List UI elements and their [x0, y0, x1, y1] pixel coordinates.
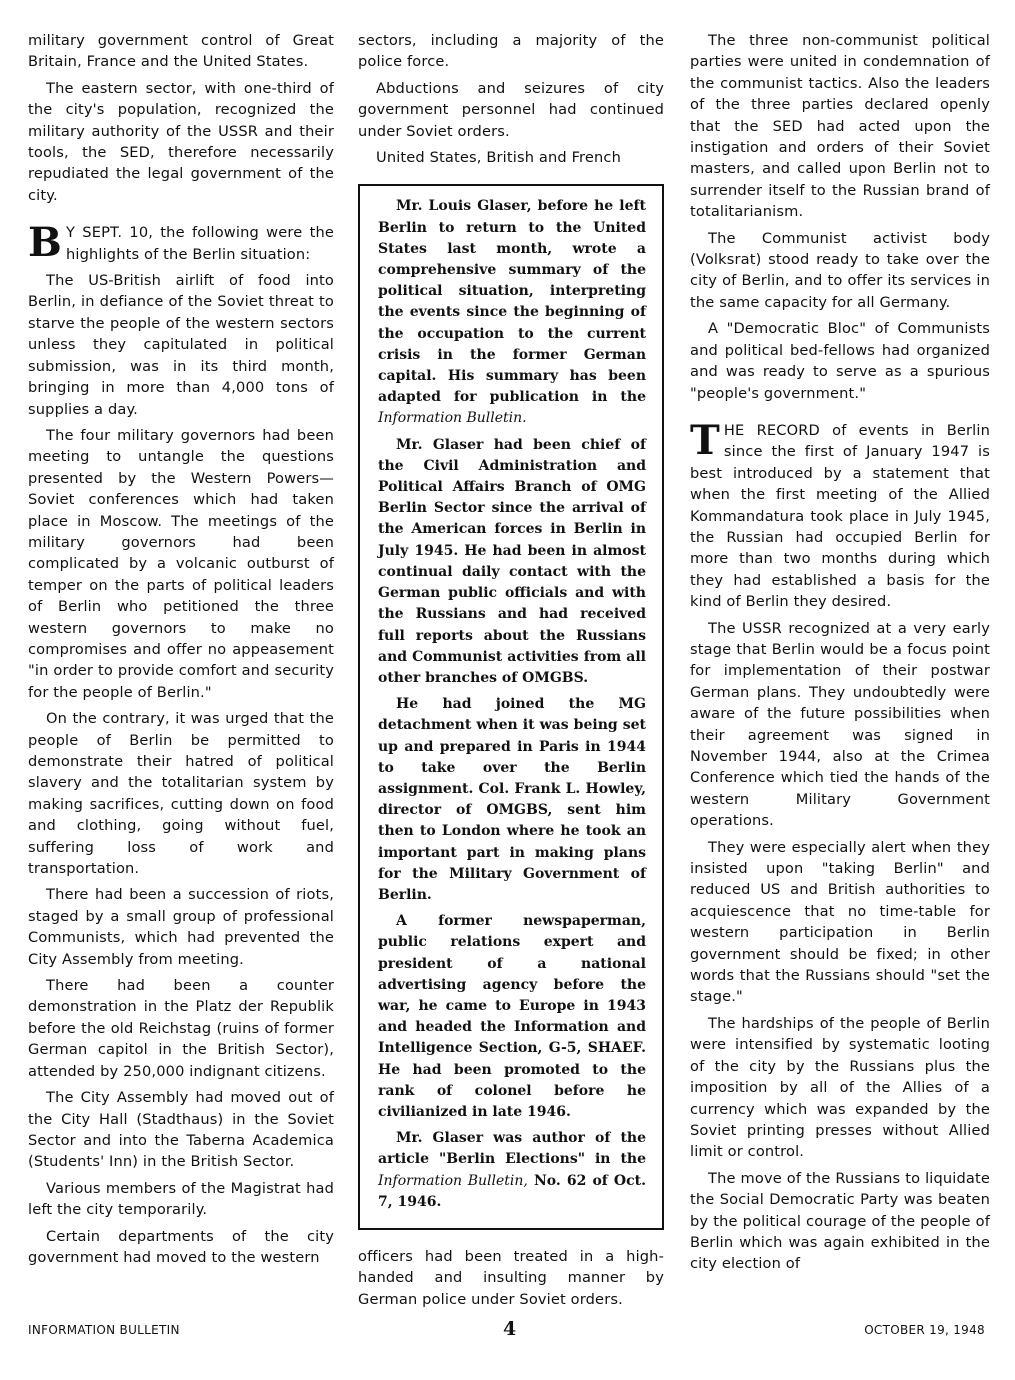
paragraph: The Communist activist body (Volksrat) stood ready to take over the city of Berlin, and to offer its services in the same capacity for all Germany. — [690, 229, 990, 311]
paragraph: The USSR recognized at a very early stage that Berlin would be a focus point for implementation of their postwar German plans. They undoubtedly were aware of the future possibilities when their agreement was signed in November 1944, also at the Crimea Conference which tied the hands of the western Military Government operations. — [690, 619, 990, 830]
paragraph-text: HE RECORD of events in Berlin since the first of January 1947 is best introduced by a statement that when the first meeting of the Allied Kommandatura took place in July 1945, the Russian had occupied Berlin for more than two months during which they had established a basis for the kind of Berlin they desired. — [690, 421, 990, 611]
paragraph: There had been a counter demonstration in the Platz der Republik before the old Reichstag (ruins of former German capitol in the British Sector), attended by 250,000 indignant citizens. — [28, 977, 334, 1080]
section-opening-paragraph — [690, 416, 990, 613]
paragraph: The three non-communist political parties were united in condemnation of the communist tactics. Also the leaders of the three parties declared openly that the SED had acted upon the instigation and orders of their Soviet masters, and called upon Berlin not to surrender itself to the Russian brand of totalitarianism. — [690, 32, 990, 221]
paragraph: There had been a succession of riots, staged by a small group of professional Communists, which had prevented the City Assembly from meeting. — [28, 886, 334, 968]
text-column-1 — [28, 30, 334, 1273]
footer-publication-name: INFORMATION BULLETIN — [28, 1323, 180, 1337]
drop-cap: B — [28, 219, 62, 267]
sidebar-paragraph: He had joined the MG detachment when it was being set up and prepared in Paris in 1944 to take over the Berlin assignment. Col. Frank L. Howley, director of OMGBS, sent him then to London where he took an important part in making plans for the Military Government of Berlin. — [378, 696, 646, 903]
paragraph: Various members of the Magistrat had left the city temporarily. — [28, 1179, 334, 1219]
text-column-2 — [358, 30, 664, 1315]
paragraph-text: Y SEPT. 10, the following were the highlights of the Berlin situation: — [65, 224, 334, 263]
publication-name: Information Bulletin. — [378, 410, 527, 427]
paragraph: On the contrary, it was urged that the people of Berlin be permitted to demonstrate their hatred of political slavery and the totalitarian system by making sacrifices, cutting down on food and clothing, going without fuel, suffering loss of work and transportation. — [28, 710, 334, 878]
paragraph: The four military governors had been meeting to untangle the questions presented by the Western Powers—Soviet conferences which had taken place in Moscow. The meetings of the military governors had been complicated by a volcanic outburst of temper on the parts of political leaders of Berlin who petitioned the three western governors to make no compromises and offer no appeasement "in order to provide comfort and security for the people of Berlin." — [28, 426, 334, 701]
paragraph: A "Democratic Bloc" of Communists and political bed-fellows had organized and was ready to serve as a spurious "people's government." — [690, 320, 990, 402]
footer-date: OCTOBER 19, 1948 — [864, 1323, 985, 1337]
paragraph: Abductions and seizures of city government personnel had continued under Soviet orders. — [358, 79, 664, 140]
sidebar-paragraph: Mr. Glaser had been chief of the Civil Administration and Political Affairs Branch of OMG Berlin Sector since the arrival of the American forces in Berlin in July 1945. He had been in almost continual daily contact with the German public officials and with the Russians and had received full reports about the Russians and Communist activities from all other branches of OMGBS. — [378, 436, 646, 686]
paragraph: The move of the Russians to liquidate the Social Democratic Party was beaten by the political courage of the people of Berlin which was again exhibited in the city election of — [690, 1169, 990, 1273]
author-sidebar-box — [358, 184, 664, 1230]
paragraph: sectors, including a majority of the police force. — [358, 32, 664, 71]
paragraph: The US-British airlift of food into Berlin, in defiance of the Soviet threat to starve the people of the western sectors unless they capitulated in political submission, was in its third month, bringing in more than 4,000 tons of supplies a day. — [28, 272, 334, 418]
paragraph: United States, British and French — [376, 149, 621, 167]
page-number: 4 — [503, 1318, 517, 1340]
paragraph: They were especially alert when they insisted upon "taking Berlin" and reduced US and British authorities to acquiescence that no time-table for western participation in Berlin government should be fixed; in other words that the Russians should "set the stage." — [690, 838, 990, 1006]
paragraph: officers had been treated in a high-handed and insulting manner by German police under Soviet orders. — [358, 1247, 664, 1308]
paragraph: The eastern sector, with one-third of the city's population, recognized the military authority of the USSR and their tools, the SED, therefore necessarily repudiated the legal government of the city. — [28, 79, 334, 204]
sidebar-paragraph: Mr. Louis Glaser, before he left Berlin to return to the United States last month, wrote a comprehensive summary of the political situation, interpreting the events since the beginning of the occupation to the current crisis in the former German capital. His summary has been adapted for publication in the Information Bulletin. — [378, 198, 646, 427]
section-opening-paragraph — [28, 219, 334, 267]
text-column-3 — [690, 30, 990, 1280]
paragraph: Certain departments of the city government had moved to the western — [28, 1227, 334, 1266]
sidebar-paragraph: A former newspaperman, public relations expert and president of a national advertising agency before the war, he came to Europe in 1943 and headed the Information and Intelligence Section, G-5, SHAEF. He had been promoted to the rank of colonel before he civilianized in late 1946. — [378, 913, 646, 1120]
publication-name: Information Bulletin, — [378, 1172, 528, 1189]
paragraph: military government control of Great Britain, France and the United States. — [28, 32, 334, 71]
drop-cap: T — [690, 416, 720, 464]
sidebar-paragraph: Mr. Glaser was author of the article "Berlin Elections" in the Information Bulletin, No. 62 of Oct. 7, 1946. — [378, 1130, 646, 1210]
paragraph: The hardships of the people of Berlin were intensified by systematic looting of the city by the Russians plus the imposition by all of the Allies of a currency which was expanded by the Soviet printing presses without Allied limit or control. — [690, 1014, 990, 1161]
paragraph: The City Assembly had moved out of the City Hall (Stadthaus) in the Soviet Sector and into the Taberna Academica (Students' Inn) in the British Sector. — [28, 1089, 334, 1171]
